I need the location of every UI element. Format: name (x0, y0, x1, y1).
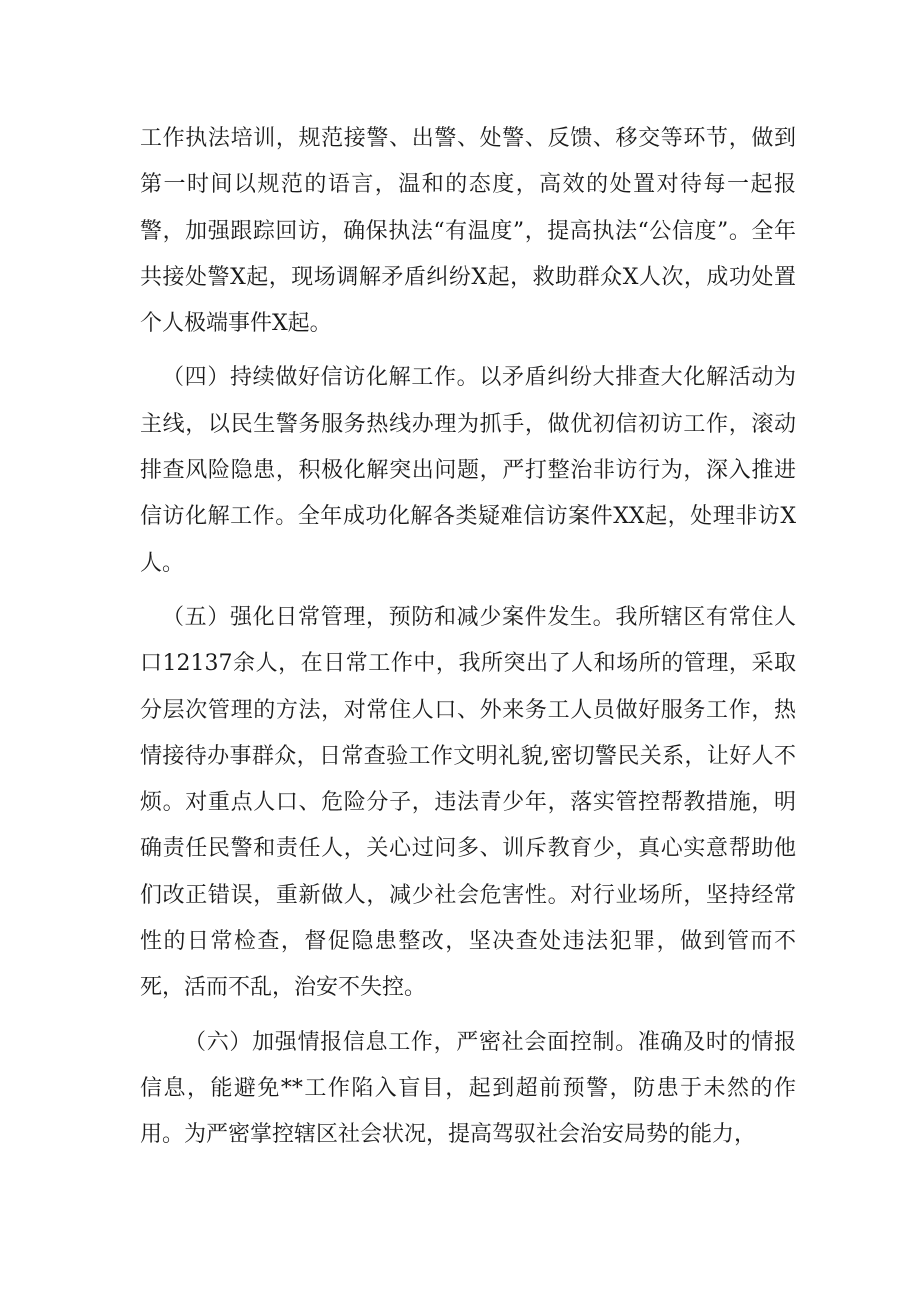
paragraph-section-6: （六）加强情报信息工作，严密社会面控制。准确及时的情报信息，能避免**工作陷入盲目，起到超前预警，防患于未然的作用。为严密掌控辖区社会状况，提高驾驭社会治安局势的能力， (140, 1029, 796, 1148)
paragraph-section-4: （四）持续做好信访化解工作。以矛盾纠纷大排查大化解活动为主线，以民生警务服务热线办理为抓手，做优初信初访工作，滚动排查风险隐患，积极化解突出问题，严打整治非访行为，深入推进信访化解工作。全年成功化解各类疑难信访案件XX起，处理非访X人。 (140, 365, 796, 576)
paragraph-continuation: 工作执法培训，规范接警、出警、处警、反馈、移交等环节，做到第一时间以规范的语言，温和的态度，高效的处置对待每一起报警，加强跟踪回访，确保执法“有温度”，提高执法“公信度”。全年共接处警X起，现场调解矛盾纠纷X起，救助群众X人次，成功处置个人极端事件X起。 (140, 126, 796, 337)
paragraph-section-5: （五）强化日常管理，预防和减少案件发生。我所辖区有常住人口12137余人，在日常工作中，我所突出了人和场所的管理，采取分层次管理的方法，对常住人口、外来务工人员做好服务工作，热情接待办事群众，日常查验工作文明礼貌,密切警民关系，让好人不烦。对重点人口、危险分子，违法青少年，落实管控帮教措施，明确责任民警和责任人，关心过问多、训斥教育少，真心实意帮助他们改正错误，重新做人，减少社会危害性。对行业场所，坚持经常性的日常检查，督促隐患整改，坚决查处违法犯罪，做到管而不死，活而不乱，治安不失控。 (140, 604, 796, 1001)
document-body (140, 116, 796, 1167)
